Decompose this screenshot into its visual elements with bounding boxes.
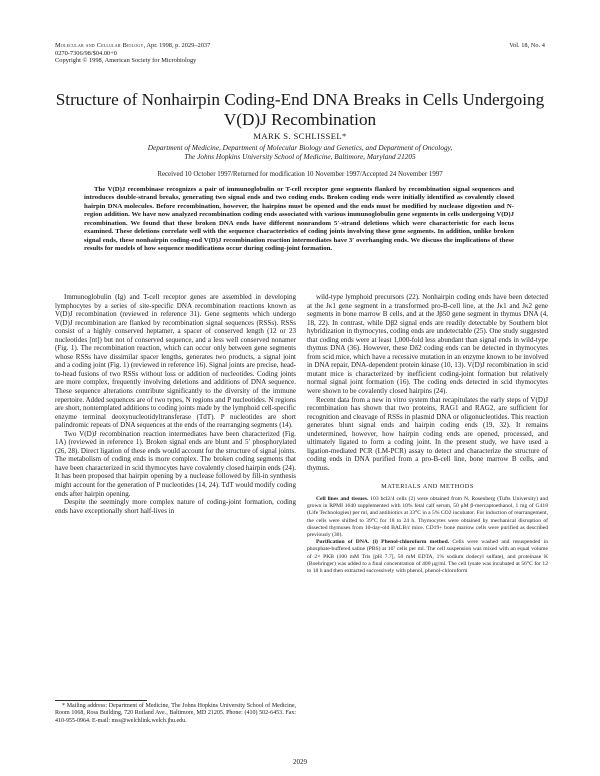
- section-heading-methods: MATERIALS AND METHODS: [381, 483, 474, 491]
- issn: 0270-7306/98/$04.00+0: [55, 49, 118, 57]
- run-in-heading: Cell lines and tissues.: [316, 496, 369, 503]
- issue-info: , Apr. 1998, p. 2029–2037: [143, 42, 211, 49]
- page-number: 2029: [293, 758, 307, 766]
- body-column-left: [55, 293, 296, 515]
- footnote-rule: [55, 700, 147, 701]
- methods-text: Cells were washed and resuspended in phosphate-buffered saline (PBS) at 10⁷ cells per ml. The cell suspension was mixed with an equal volume of 2× PKB (100 mM Tris [pH 7.7], 50 mM EDTA, 1% sodium dodecyl sulfate), and proteinase K (Boehringer) was added to a final concentration of 400 μg/ml. The cell lysate was incubated at 56°C for 12 to 18 h and then extracted successively with phenol, phenol-chloroform: [307, 539, 548, 575]
- journal-name: Molecular and Cellular Biology: [55, 42, 144, 49]
- abstract: The V(D)J recombinase recognizes a pair of immunoglobulin or T-cell receptor gene segments flanked by recombination signal sequences and introduces double-strand breaks, generating two signal ends and two coding ends. Broken coding ends were initially identified as covalently closed hairpin DNA molecules. Before recombination, however, the hairpins must be opened and the ends must be modified by nuclease digestion and N-region addition. We have now analyzed recombination coding ends associated with various immunoglobulin gene segments in cells undergoing V(D)J recombination. We found that these broken DNA ends have different nonrandom 5′-strand deletions which were characteristic for each locus examined. These deletions correlate well with the sequence characteristics of coding joints involving these gene segments. In addition, unlike broken signal ends, these nonhairpin coding-end V(D)J recombination reaction intermediates have 3′ overhanging ends. We discuss the implications of these results for models of how sequence modifications occur during coding-joint formation.: [84, 186, 514, 253]
- methods-paragraph: [307, 539, 548, 575]
- affiliation-line-2: The Johns Hopkins University School of Medicine, Baltimore, Maryland 21205: [184, 152, 416, 162]
- body-paragraph: Immunoglobulin (Ig) and T-cell receptor genes are assembled in developing lymphocytes by a series of site-specific DNA recombination reactions known as V(D)J recombination (reviewed in reference 31). Gene segments which undergo V(D)J recombination are flanked by recombination signal sequences (RSSs). RSSs consist of a highly conserved heptamer, a spacer of conserved length (12 or 23 nucleotides [nt]) but not of conserved sequence, and a less well conserved nonamer (Fig. 1). The recombination reaction, which can occur only between gene segments whose RSSs have dissimilar spacer lengths, generates two products, a signal joint and a coding joint (Fig. 1) (reviewed in reference 16). Signal joints are precise, head-to-head fusions of two RSSs without loss or addition of nucleotides. Coding joints are more complex, frequently involving deletions and additions of DNA sequence. These sequence alterations contribute significantly to the diversity of the immune repertoire. Added sequences are of two types, N regions and P nucleotides. N regions are short, nontemplated additions to coding joints made by the lymphoid cell-specific enzyme terminal deoxynucleotidyltransferase (TdT). P nucleotides are short palindromic repeats of DNA sequences at the ends of the rearranging segments (14).: [55, 293, 296, 430]
- received-dates: Received 10 October 1997/Returned for modification 10 November 1997/Accepted 24 November 1997: [157, 171, 443, 178]
- methods-paragraph: [307, 496, 548, 539]
- journal-citation: [55, 42, 415, 50]
- body-paragraph: Recent data from a new in vitro system that recapitulates the early steps of V(D)J recombination has shown that two proteins, RAG1 and RAG2, are sufficient for recognition and cleavage of RSSs in plasmid DNA or oligonucleotides. This reaction generates blunt signal ends and hairpin coding ends (19, 32). It remains undetermined, however, how hairpin coding ends are opened, processed, and ultimately ligated to form a coding joint. In the present study, we have used a ligation-mediated PCR (LM-PCR) assay to detect and characterize the structure of coding ends in DNA purified from a pro-B-cell line, bone marrow B cells, and thymus.: [307, 395, 548, 472]
- article-title: Structure of Nonhairpin Coding-End DNA Breaks in Cells Undergoing V(D)J Recombination: [55, 90, 545, 129]
- body-paragraph: wild-type lymphoid precursors (22). Nonhairpin coding ends have been detected at the Jκ1 gene segment in a transformed pro-B-cell line, at the Jκ1 and Jκ2 gene segments in bone marrow B cells, and at the Jβ50 gene segment in thymus DNA (4, 18, 22). In contrast, while Dβ2 signal ends are readily detectable by Southern blot hybridization in thymocytes, coding ends are undetectable (25). One study suggested that coding ends were at least 1,000-fold less abundant than signal ends in wild-type thymus DNA (36). However, these Dδ2 coding ends can be detected in thymocytes from scid mice, which have a recessive mutation in an enzyme known to be involved in DNA repair, DNA-dependent protein kinase (10, 13). V(D)J recombination in scid mutant mice is characterized by inefficient coding-joint formation but relatively normal signal joint formation (16). The coding ends detected in scid thymocytes were shown to be covalently closed hairpins (24).: [307, 293, 548, 396]
- affiliation: [40, 143, 560, 162]
- body-column-right: [307, 293, 548, 575]
- footnote-mailing-address: * Mailing address: Department of Medicine, The Johns Hopkins University School of Medicine, Room 1068, Ross Building, 720 Rutland Ave., Baltimore, MD 21205. Phone: (410) 502-6453. Fax: 410-955-0964. E-mail: mss@welchlink.welch.jhu.edu.: [55, 703, 296, 724]
- methods-text: 103 bcl2/4 cells (2) were obtained from N. Rosenberg (Tufts University) and grown in RPMI 1640 supplemented with 10% fetal calf serum, 50 μM β-mercaptoethanol, 1 mg of G418 (Life Technologies) per ml, and antibiotics at 33°C in a 5% CO2 incubator. For induction of rearrangement, the cells were shifted to 39°C for 18 to 24 h. Thymocytes were obtained by mechanical disruption of dissected thymuses from 10-day-old BALB/c mice. CD19+ bone marrow cells were purified as described previously (30).: [307, 496, 549, 539]
- body-paragraph: Two V(D)J recombination reaction intermediates have been characterized (Fig. 1A) (reviewed in reference 1). Broken signal ends are blunt and 5′ phosphorylated (26, 28). Direct ligation of these ends would account for the structure of signal joints. The metabolism of coding ends is more complex. The broken coding segments that have been characterized in scid thymocytes have covalently closed hairpin ends (24). It has been proposed that hairpin opening by a nuclease followed by fill-in synthesis might account for the generation of P nucleotides (14, 24). TdT would modify coding ends after hairpin opening.: [55, 429, 296, 498]
- volume-info: Vol. 18, No. 4: [509, 42, 545, 49]
- run-in-heading: Purification of DNA. (i) Phenol-chloroform method.: [316, 539, 450, 546]
- author: MARK S. SCHLISSEL*: [253, 131, 347, 141]
- running-header: [55, 42, 415, 65]
- affiliation-line-1: Department of Medicine, Department of Molecular Biology and Genetics, and Department of Oncology,: [147, 143, 453, 152]
- copyright: Copyright © 1998, American Society for Microbiology: [55, 57, 197, 65]
- body-paragraph: Despite the seemingly more complex nature of coding-joint formation, coding ends have exceptionally short half-lives in: [55, 498, 296, 515]
